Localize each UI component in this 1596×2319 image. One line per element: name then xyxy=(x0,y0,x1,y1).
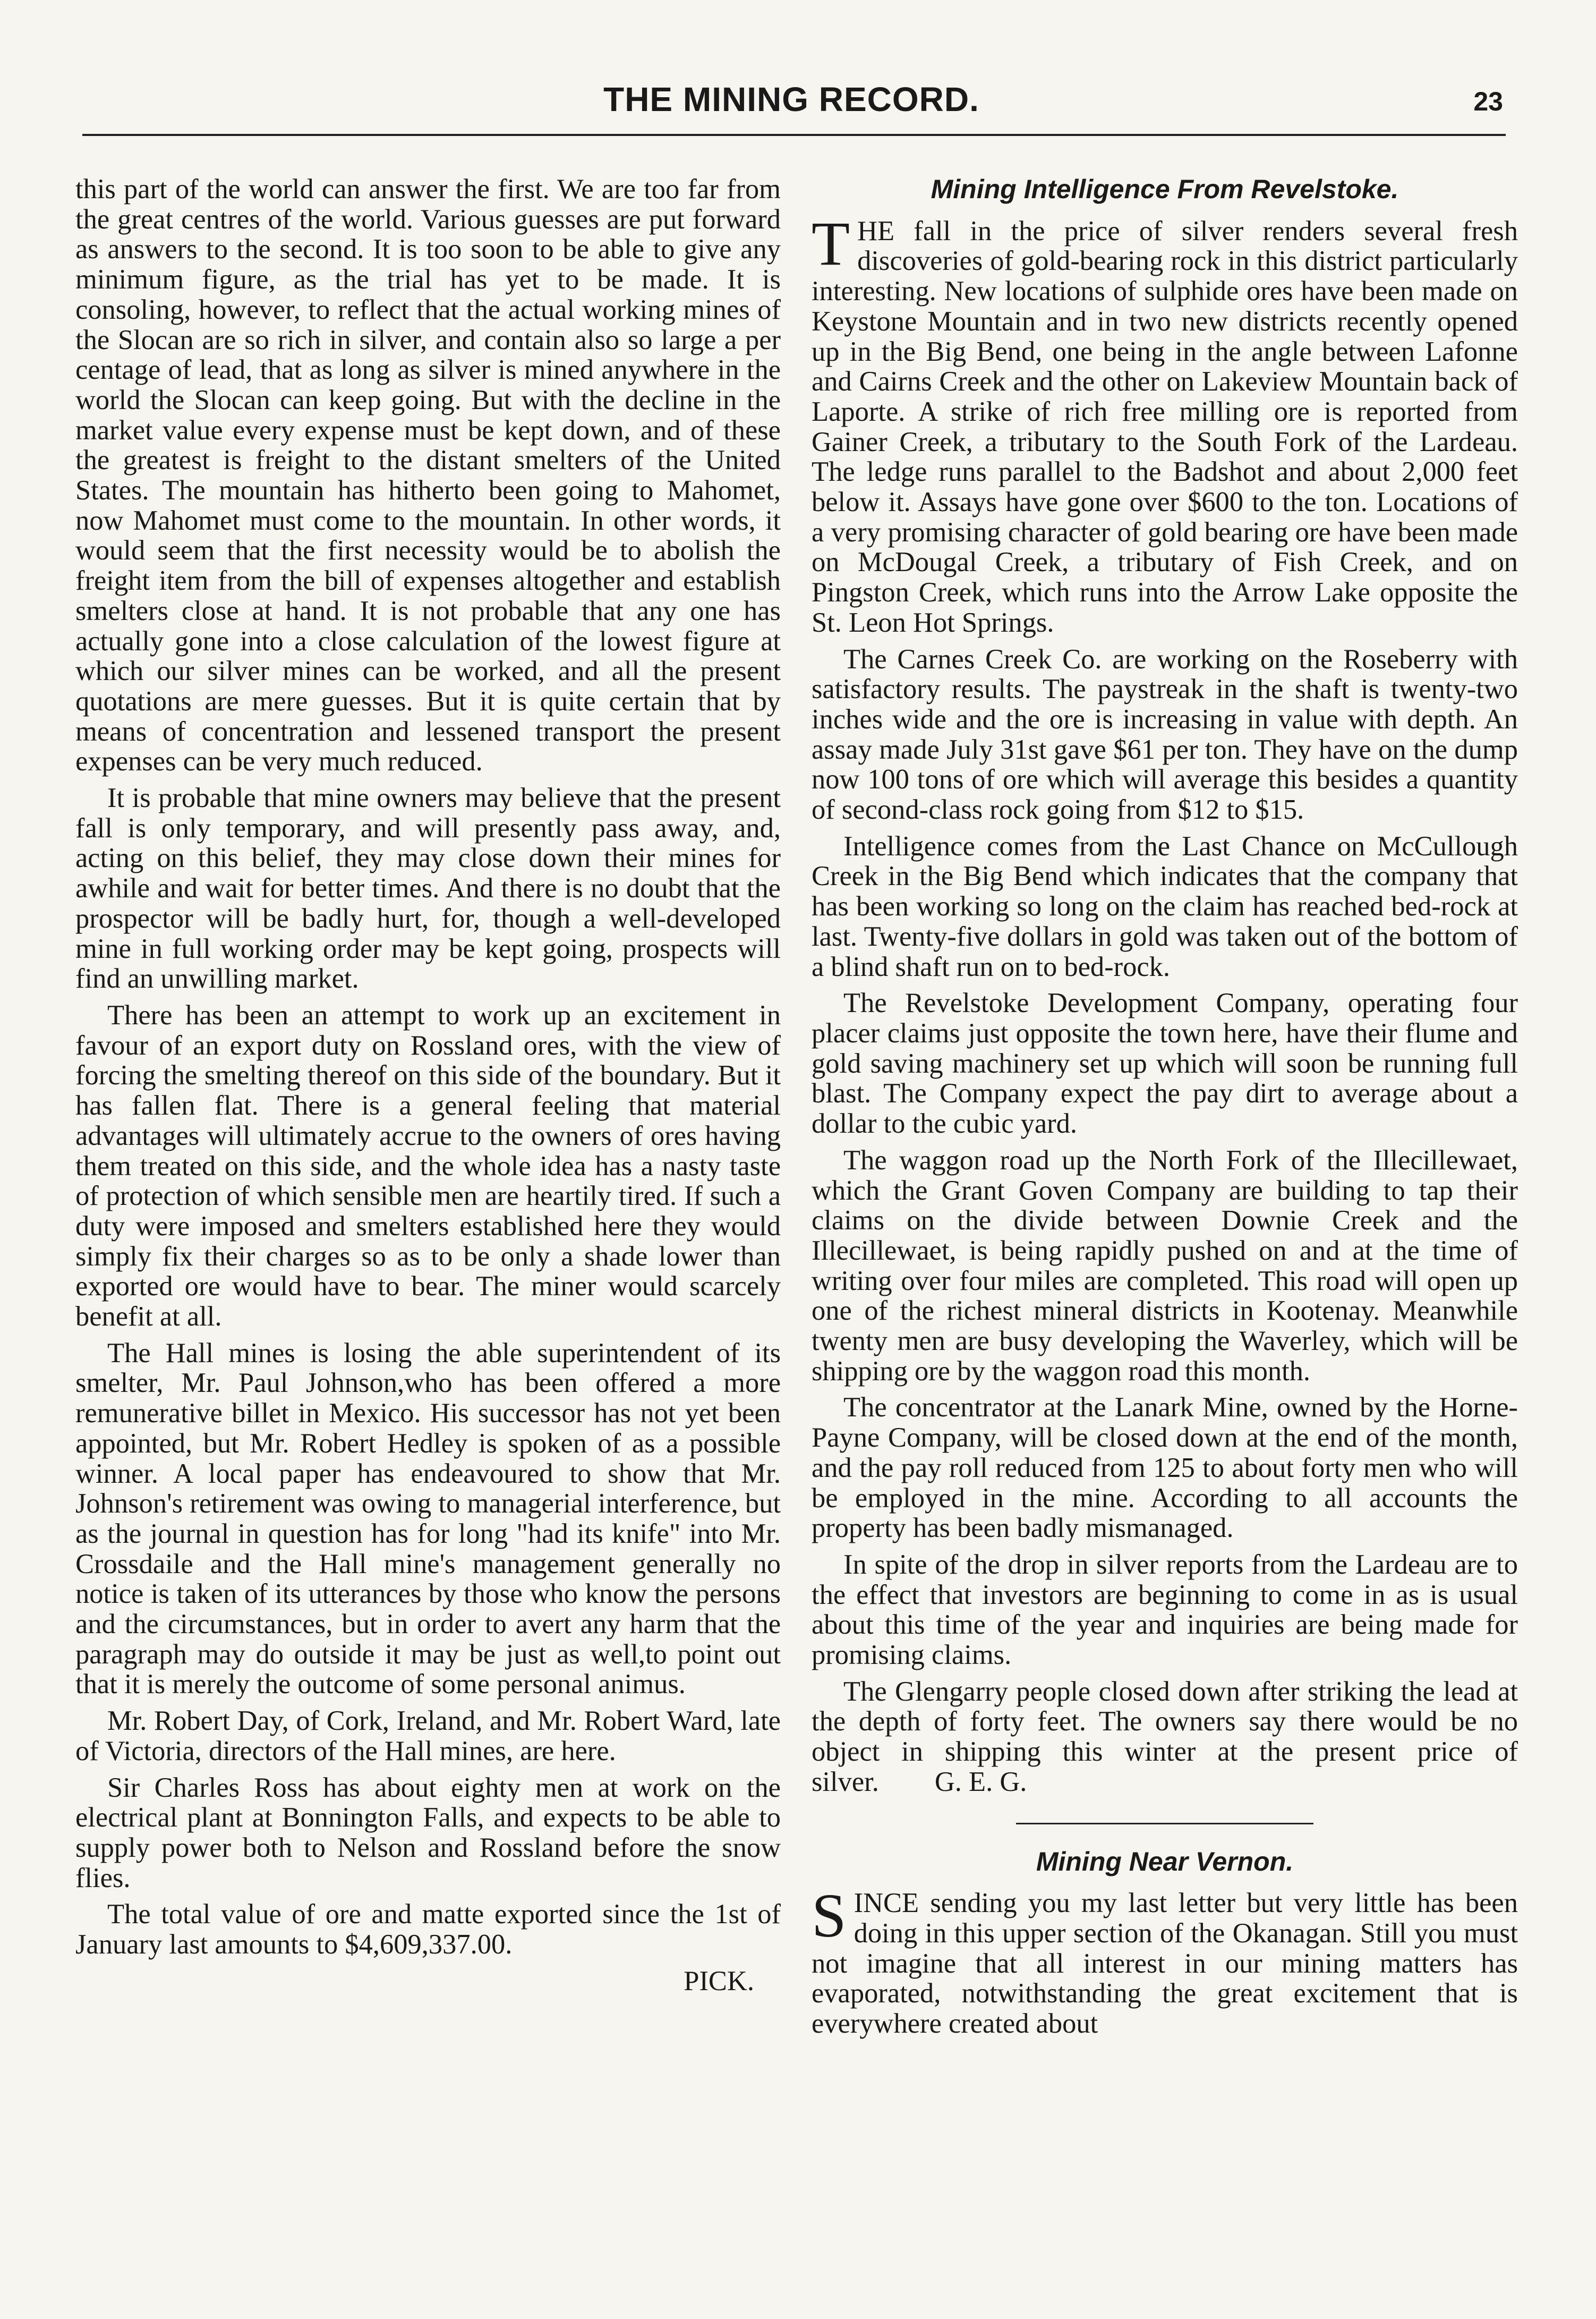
revelstoke-heading: Mining Intelligence From Revelstoke. xyxy=(931,174,1399,204)
vernon-paragraph-1-text: INCE sending you my last letter but very little has been doing in this upper section of the Okanagan. Still you must not imagine that all interest in our mining matters has evaporated, notwithstanding the great excitement that is everywhere created about xyxy=(812,1888,1518,2040)
left-paragraph-3: There has been an attempt to work up an excitement in favour of an export duty on Rossland ores, with the view of forcing the smelting thereof on this side of the boundary. But it has fallen flat. There is a general feeling that material advantages will ultimately accrue to the owners of ores having them treated on this side, and the whole idea has a nasty taste of protection of which sensible men are heartily tired. If such a duty were imposed and smelters established here they would simply fix their charges so as to be only a shade lower than exported ore would have to bear. The miner would scarcely benefit at all. xyxy=(75,999,781,1332)
left-paragraph-7: The total value of ore and matte exported since the 1st of January last amounts to $4,609,337.00. xyxy=(75,1899,781,1960)
left-column xyxy=(75,174,781,1996)
page-header xyxy=(74,80,1508,133)
revelstoke-paragraph-1 xyxy=(812,208,1518,638)
revelstoke-paragraph-4: The Revelstoke Development Company, operating four placer claims just opposite the town here, have their flume and gold saving machinery set up which will soon be running full blast. The Company expect the pay dirt to average about a dollar to the cubic yard. xyxy=(812,988,1518,1140)
revelstoke-paragraph-8-text: The Glengarry people closed down after striking the lead at the depth of forty feet. The owners say there would be no object in shipping this winter at the present price of silver. xyxy=(812,1676,1518,1797)
left-paragraph-6: Sir Charles Ross has about eighty men at work on the electrical plant at Bonnington Falls, and expects to be able to supply power both to Nelson and Rossland before the snow flies. xyxy=(75,1772,781,1893)
header-rule xyxy=(82,134,1506,136)
left-paragraph-5: Mr. Robert Day, of Cork, Ireland, and Mr. Robert Ward, late of Victoria, directors of the Hall mines, are here. xyxy=(75,1705,781,1766)
left-paragraph-4: The Hall mines is losing the able superintendent of its smelter, Mr. Paul Johnson,who has been offered a more remunerative billet in Mexico. His successor has not yet been appointed, but Mr. Robert Hedley is spoken of as a possible winner. A local paper has endeavoured to show that Mr. Johnson's retirement was owing to managerial interference, but as the journal in question has for long "had its knife" into Mr. Crossdaile and the Hall mine's management generally no notice is taken of its utterances by those who know the persons and the circumstances, but in order to avert any harm that the paragraph may do outside it may be just as well,to point out that it is merely the outcome of some personal animus. xyxy=(75,1337,781,1700)
section-divider xyxy=(1016,1823,1313,1824)
revelstoke-paragraph-8 xyxy=(812,1677,1518,1797)
left-paragraph-1: this part of the world can answer the first. We are too far from the great centres of the world. Various guesses are put forward as answers to the second. It is too soon to be able to give any minimum figure, as the trial has yet to be made. It is consoling, however, to reflect that the actual working mines of the Slocan are so rich in silver, and contain also so large a per centage of lead, that as long as silver is mined anywhere in the world the Slocan can keep going. But with the decline in the market value every expense must be kept down, and of these the greatest is freight to the distant smelters of the United States. The mountain has hitherto been going to Mahomet, now Mahomet must come to the mountain. In other words, it would seem that the first necessity would be to abolish the freight item from the bill of expenses altogether and establish smelters close at hand. It is not probable that any one has actually gone into a close calculation of the lowest figure at which our silver mines can be worked, and all the present quotations are mere guesses. But it is quite certain that by means of concentration and lessened transport the present expenses can be very much reduced. xyxy=(75,174,781,777)
vernon-paragraph-1 xyxy=(812,1881,1518,2040)
right-column xyxy=(812,174,1518,2045)
revelstoke-paragraph-5: The waggon road up the North Fork of the Illecillewaet, which the Grant Goven Company are building to tap their claims on the divide between Downie Creek and the Illecillewaet, is being rapidly pushed on and at the time of writing over four miles are completed. This road will open up one of the richest mineral districts in Kootenay. Meanwhile twenty men are busy developing the Waverley, which will be shipping ore by the waggon road this month. xyxy=(812,1144,1518,1387)
left-signature: PICK. xyxy=(684,1965,754,1997)
left-paragraph-2: It is probable that mine owners may believe that the present fall is only temporary, and will presently pass away, and, acting on this belief, they may close down their mines for awhile and wait for better times. And there is no doubt that the prospector will be badly hurt, for, though a well-developed mine in full working order may be kept going, prospects will find an unwilling market. xyxy=(75,783,781,995)
revelstoke-signature: G. E. G. xyxy=(934,1766,1027,1797)
revelstoke-paragraph-6: The concentrator at the Lanark Mine, owned by the Horne-Payne Company, will be closed down at the end of the month, and the pay roll reduced from 125 to about forty men who will be employed in the mine. According to all accounts the property has been badly mismanaged. xyxy=(812,1392,1518,1544)
publication-title: THE MINING RECORD. xyxy=(603,80,979,118)
vernon-heading: Mining Near Vernon. xyxy=(1036,1846,1294,1876)
page-number: 23 xyxy=(1473,87,1503,116)
revelstoke-paragraph-1-text: HE fall in the price of silver renders several fresh discoveries of gold-bearing rock in this district particularly interesting. New locations of sulphide ores have been made on Keystone Mountain and in two new districts recently opened up in the Big Bend, one being in the angle between Lafonne and Cairns Creek and the other on Lakeview Mountain back of Laporte. A strike of rich free milling ore is reported from Gainer Creek, a tributary to the South Fork of the Lardeau. The ledge runs parallel to the Badshot and about 2,000 feet below it. Assays have gone over $600 to the ton. Locations of a very promising character of gold bearing ore have been made on McDougal Creek, a tributary of Fish Creek, and on Pingston Creek, which runs into the Arrow Lake opposite the St. Leon Hot Springs. xyxy=(812,215,1518,638)
revelstoke-paragraph-7: In spite of the drop in silver reports from the Lardeau are to the effect that investors are beginning to come in as is usual about this time of the year and inquiries are being made for promising claims. xyxy=(812,1549,1518,1671)
revelstoke-paragraph-2: The Carnes Creek Co. are working on the Roseberry with satisfactory results. The paystreak in the shaft is twenty-two inches wide and the ore is increasing in value with depth. An assay made July 31st gave $61 per ton. They have on the dump now 100 tons of ore which will average this besides a quantity of second-class rock going from $12 to $15. xyxy=(812,643,1518,826)
revelstoke-dropcap: T xyxy=(812,208,850,278)
vernon-dropcap: S xyxy=(812,1881,847,1951)
revelstoke-paragraph-3: Intelligence comes from the Last Chance on McCullough Creek in the Big Bend which indicates that the company that has been working so long on the claim has reached bed-rock at last. Twenty-five dollars in gold was taken out of the bottom of a blind shaft run on to bed-rock. xyxy=(812,830,1518,982)
